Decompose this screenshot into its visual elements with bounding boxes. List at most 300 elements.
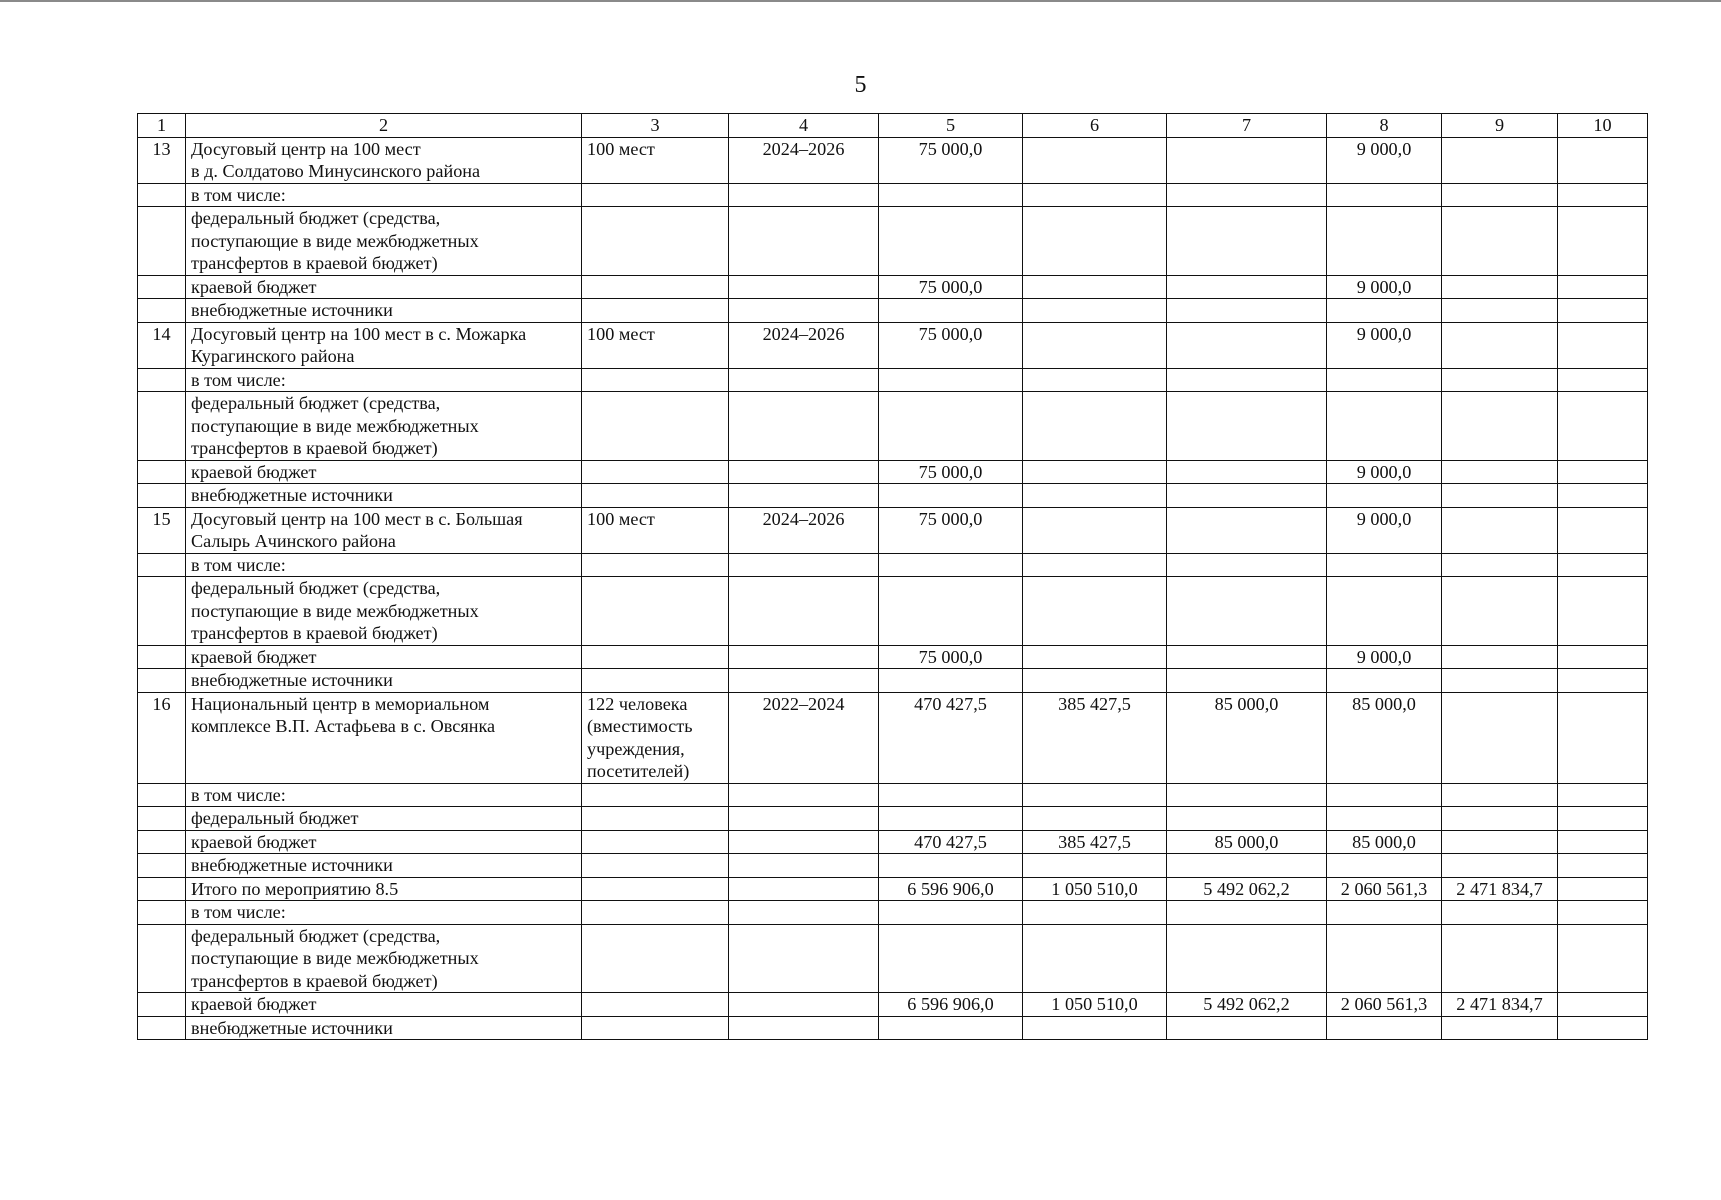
- amount-col-7: [1167, 484, 1327, 508]
- item-name-line: комплексе В.П. Астафьева в с. Овсянка: [191, 716, 496, 736]
- amount-col-7: [1167, 669, 1327, 693]
- item-name-line: внебюджетные источники: [191, 300, 393, 320]
- period: [729, 807, 879, 831]
- capacity: [582, 830, 729, 854]
- amount-col-8: [1327, 207, 1442, 276]
- row-number: [138, 207, 186, 276]
- amount-col-8: [1327, 901, 1442, 925]
- amount-col-8: [1327, 1016, 1442, 1040]
- amount-col-10: [1558, 392, 1648, 461]
- period: [729, 275, 879, 299]
- item-name: [186, 460, 582, 484]
- amount-col-8: [1327, 392, 1442, 461]
- capacity-line: 122 человека: [587, 693, 688, 714]
- amount-col-6: [1023, 669, 1167, 693]
- amount-col-6: [1023, 507, 1167, 553]
- period: [729, 877, 879, 901]
- table-row: [138, 901, 1648, 925]
- amount-col-9: [1442, 645, 1558, 669]
- amount-col-10: [1558, 877, 1648, 901]
- capacity: [582, 275, 729, 299]
- row-number: [138, 783, 186, 807]
- amount-col-7: 85 000,0: [1167, 830, 1327, 854]
- amount-col-8: [1327, 553, 1442, 577]
- amount-col-9: [1442, 207, 1558, 276]
- capacity: [582, 901, 729, 925]
- amount-col-9: [1442, 137, 1558, 183]
- amount-col-5: 75 000,0: [879, 507, 1023, 553]
- amount-col-6: [1023, 183, 1167, 207]
- item-name-line: Национальный центр в мемориальном: [191, 693, 490, 714]
- amount-col-9: [1442, 553, 1558, 577]
- capacity: [582, 577, 729, 646]
- item-name: [186, 993, 582, 1017]
- amount-col-5: [879, 553, 1023, 577]
- amount-col-10: [1558, 322, 1648, 368]
- amount-col-6: [1023, 322, 1167, 368]
- item-name-line: трансфертов в краевой бюджет): [191, 623, 438, 643]
- amount-col-10: [1558, 669, 1648, 693]
- period: [729, 553, 879, 577]
- amount-col-10: [1558, 507, 1648, 553]
- amount-col-9: [1442, 460, 1558, 484]
- capacity: [582, 484, 729, 508]
- period: [729, 183, 879, 207]
- amount-col-8: [1327, 669, 1442, 693]
- amount-col-10: [1558, 901, 1648, 925]
- amount-col-6: [1023, 460, 1167, 484]
- amount-col-5: [879, 183, 1023, 207]
- table-body: [138, 137, 1648, 1040]
- amount-col-7: [1167, 275, 1327, 299]
- amount-col-10: [1558, 553, 1648, 577]
- capacity: [582, 368, 729, 392]
- amount-col-5: 75 000,0: [879, 137, 1023, 183]
- amount-col-5: [879, 669, 1023, 693]
- amount-col-10: [1558, 830, 1648, 854]
- table-row: [138, 669, 1648, 693]
- amount-col-9: [1442, 783, 1558, 807]
- amount-col-8: [1327, 299, 1442, 323]
- column-header: 2: [186, 114, 582, 138]
- amount-col-8: [1327, 783, 1442, 807]
- amount-col-9: [1442, 577, 1558, 646]
- amount-col-6: [1023, 924, 1167, 993]
- amount-col-6: [1023, 645, 1167, 669]
- amount-col-8: [1327, 368, 1442, 392]
- amount-col-9: [1442, 1016, 1558, 1040]
- amount-col-5: [879, 207, 1023, 276]
- item-name-line: поступающие в виде межбюджетных: [191, 230, 479, 251]
- amount-col-10: [1558, 275, 1648, 299]
- table-row: [138, 392, 1648, 461]
- capacity-line: посетителей): [587, 761, 690, 781]
- item-name-line: федеральный бюджет (средства,: [191, 925, 441, 946]
- amount-col-6: [1023, 807, 1167, 831]
- amount-col-8: [1327, 807, 1442, 831]
- period: 2024–2026: [729, 322, 879, 368]
- item-name: [186, 645, 582, 669]
- row-number: [138, 807, 186, 831]
- capacity: [582, 993, 729, 1017]
- item-name-line: внебюджетные источники: [191, 855, 393, 875]
- table-row: [138, 484, 1648, 508]
- capacity: [582, 299, 729, 323]
- row-number: [138, 299, 186, 323]
- amount-col-6: 1 050 510,0: [1023, 993, 1167, 1017]
- amount-col-8: 2 060 561,3: [1327, 877, 1442, 901]
- item-name-line: федеральный бюджет: [191, 808, 359, 828]
- amount-col-6: [1023, 577, 1167, 646]
- amount-col-6: 385 427,5: [1023, 692, 1167, 783]
- amount-col-5: [879, 807, 1023, 831]
- period: [729, 484, 879, 508]
- capacity: [582, 692, 729, 783]
- capacity: [582, 669, 729, 693]
- amount-col-6: [1023, 484, 1167, 508]
- period: [729, 368, 879, 392]
- row-number: 14: [138, 322, 186, 368]
- item-name: [186, 275, 582, 299]
- row-number: [138, 392, 186, 461]
- item-name-line: краевой бюджет: [191, 276, 317, 297]
- amount-col-5: 75 000,0: [879, 322, 1023, 368]
- row-number: [138, 275, 186, 299]
- amount-col-7: 85 000,0: [1167, 692, 1327, 783]
- amount-col-10: [1558, 807, 1648, 831]
- amount-col-7: [1167, 645, 1327, 669]
- amount-col-10: [1558, 577, 1648, 646]
- item-name-line: Досуговый центр на 100 мест: [191, 138, 421, 159]
- row-number: 16: [138, 692, 186, 783]
- row-number: [138, 669, 186, 693]
- period: [729, 645, 879, 669]
- capacity: [582, 924, 729, 993]
- item-name: [186, 207, 582, 276]
- amount-col-9: [1442, 830, 1558, 854]
- column-header: 8: [1327, 114, 1442, 138]
- capacity: [582, 507, 729, 553]
- capacity: [582, 854, 729, 878]
- item-name: [186, 322, 582, 368]
- table-row: [138, 854, 1648, 878]
- amount-col-10: [1558, 924, 1648, 993]
- amount-col-7: [1167, 577, 1327, 646]
- amount-col-6: [1023, 275, 1167, 299]
- period: [729, 854, 879, 878]
- item-name: [186, 577, 582, 646]
- amount-col-7: 5 492 062,2: [1167, 877, 1327, 901]
- row-number: [138, 830, 186, 854]
- row-number: [138, 577, 186, 646]
- amount-col-6: [1023, 783, 1167, 807]
- column-header: 3: [582, 114, 729, 138]
- item-name: [186, 854, 582, 878]
- item-name: [186, 692, 582, 783]
- capacity: [582, 322, 729, 368]
- item-name: [186, 553, 582, 577]
- amount-col-5: [879, 484, 1023, 508]
- row-number: [138, 854, 186, 878]
- column-header: 9: [1442, 114, 1558, 138]
- amount-col-5: [879, 299, 1023, 323]
- table-row: [138, 368, 1648, 392]
- table-row: [138, 183, 1648, 207]
- amount-col-5: 470 427,5: [879, 830, 1023, 854]
- item-name-line: поступающие в виде межбюджетных: [191, 415, 479, 436]
- item-name: [186, 484, 582, 508]
- amount-col-7: [1167, 322, 1327, 368]
- row-number: [138, 368, 186, 392]
- item-name: [186, 877, 582, 901]
- period: [729, 669, 879, 693]
- amount-col-8: 9 000,0: [1327, 137, 1442, 183]
- amount-col-10: [1558, 460, 1648, 484]
- column-header: 10: [1558, 114, 1648, 138]
- amount-col-5: [879, 368, 1023, 392]
- amount-col-6: [1023, 207, 1167, 276]
- amount-col-6: [1023, 901, 1167, 925]
- amount-col-8: [1327, 924, 1442, 993]
- amount-col-9: [1442, 392, 1558, 461]
- capacity-line: 100 мест: [587, 508, 655, 529]
- amount-col-6: [1023, 299, 1167, 323]
- table-row: [138, 137, 1648, 183]
- amount-col-10: [1558, 854, 1648, 878]
- budget-table: [137, 113, 1648, 1040]
- amount-col-7: [1167, 807, 1327, 831]
- amount-col-10: [1558, 137, 1648, 183]
- capacity: [582, 877, 729, 901]
- period: 2024–2026: [729, 507, 879, 553]
- scan-edge: [0, 0, 1721, 2]
- item-name-line: краевой бюджет: [191, 646, 317, 667]
- item-name: [186, 669, 582, 693]
- amount-col-7: [1167, 460, 1327, 484]
- item-name: [186, 368, 582, 392]
- amount-col-9: 2 471 834,7: [1442, 993, 1558, 1017]
- amount-col-8: 85 000,0: [1327, 692, 1442, 783]
- item-name-line: поступающие в виде межбюджетных: [191, 948, 479, 968]
- item-name-line: федеральный бюджет (средства,: [191, 208, 441, 228]
- amount-col-9: [1442, 507, 1558, 553]
- table-row: [138, 692, 1648, 783]
- item-name: [186, 137, 582, 183]
- item-name-line: Курагинского района: [191, 346, 355, 366]
- amount-col-9: [1442, 183, 1558, 207]
- amount-col-6: [1023, 854, 1167, 878]
- amount-col-6: [1023, 392, 1167, 461]
- amount-col-8: 2 060 561,3: [1327, 993, 1442, 1017]
- table-row: [138, 553, 1648, 577]
- amount-col-9: [1442, 901, 1558, 925]
- table-row: [138, 993, 1648, 1017]
- amount-col-5: [879, 1016, 1023, 1040]
- amount-col-5: 6 596 906,0: [879, 993, 1023, 1017]
- amount-col-5: 75 000,0: [879, 275, 1023, 299]
- row-number: [138, 484, 186, 508]
- table-row: [138, 207, 1648, 276]
- item-name: [186, 1016, 582, 1040]
- item-name: [186, 830, 582, 854]
- capacity: [582, 1016, 729, 1040]
- amount-col-7: [1167, 392, 1327, 461]
- period: [729, 783, 879, 807]
- amount-col-6: [1023, 368, 1167, 392]
- item-name-line: Итого по мероприятию 8.5: [191, 878, 399, 899]
- amount-col-5: 75 000,0: [879, 645, 1023, 669]
- period: [729, 830, 879, 854]
- period: [729, 901, 879, 925]
- row-number: 15: [138, 507, 186, 553]
- item-name-line: краевой бюджет: [191, 461, 317, 482]
- capacity: [582, 645, 729, 669]
- amount-col-5: [879, 901, 1023, 925]
- capacity: [582, 392, 729, 461]
- amount-col-10: [1558, 1016, 1648, 1040]
- item-name: [186, 507, 582, 553]
- row-number: [138, 901, 186, 925]
- row-number: [138, 645, 186, 669]
- item-name: [186, 783, 582, 807]
- row-number: [138, 993, 186, 1017]
- table-row: [138, 507, 1648, 553]
- capacity: [582, 207, 729, 276]
- item-name-line: в том числе:: [191, 784, 286, 805]
- item-name-line: внебюджетные источники: [191, 485, 393, 505]
- capacity: [582, 460, 729, 484]
- table-row: [138, 299, 1648, 323]
- amount-col-9: [1442, 924, 1558, 993]
- amount-col-8: 9 000,0: [1327, 460, 1442, 484]
- amount-col-10: [1558, 299, 1648, 323]
- table-row: [138, 645, 1648, 669]
- capacity-line: 100 мест: [587, 138, 655, 159]
- amount-col-10: [1558, 207, 1648, 276]
- amount-col-9: [1442, 299, 1558, 323]
- capacity-line: учреждения,: [587, 738, 685, 759]
- amount-col-5: 6 596 906,0: [879, 877, 1023, 901]
- amount-col-6: 1 050 510,0: [1023, 877, 1167, 901]
- column-header: 5: [879, 114, 1023, 138]
- amount-col-8: [1327, 577, 1442, 646]
- item-name: [186, 183, 582, 207]
- amount-col-10: [1558, 692, 1648, 783]
- amount-col-7: 5 492 062,2: [1167, 993, 1327, 1017]
- amount-col-7: [1167, 553, 1327, 577]
- amount-col-7: [1167, 783, 1327, 807]
- capacity: [582, 553, 729, 577]
- table-row: [138, 322, 1648, 368]
- amount-col-8: 9 000,0: [1327, 322, 1442, 368]
- row-number: [138, 877, 186, 901]
- amount-col-10: [1558, 993, 1648, 1017]
- table-row: [138, 924, 1648, 993]
- item-name-line: Досуговый центр на 100 мест в с. Большая: [191, 508, 523, 529]
- amount-col-5: [879, 392, 1023, 461]
- capacity: [582, 807, 729, 831]
- table-row: [138, 877, 1648, 901]
- period: 2022–2024: [729, 692, 879, 783]
- column-header: 6: [1023, 114, 1167, 138]
- item-name-line: Салырь Ачинского района: [191, 531, 396, 551]
- period: 2024–2026: [729, 137, 879, 183]
- amount-col-10: [1558, 368, 1648, 392]
- column-header: 4: [729, 114, 879, 138]
- row-number: [138, 1016, 186, 1040]
- item-name: [186, 807, 582, 831]
- amount-col-8: [1327, 484, 1442, 508]
- table-row: [138, 577, 1648, 646]
- period: [729, 207, 879, 276]
- item-name: [186, 392, 582, 461]
- item-name-line: в том числе:: [191, 184, 286, 205]
- item-name-line: трансфертов в краевой бюджет): [191, 438, 438, 458]
- amount-col-7: [1167, 183, 1327, 207]
- item-name-line: в том числе:: [191, 554, 286, 575]
- capacity: [582, 183, 729, 207]
- item-name-line: трансфертов в краевой бюджет): [191, 253, 438, 273]
- amount-col-10: [1558, 783, 1648, 807]
- amount-col-5: 75 000,0: [879, 460, 1023, 484]
- capacity-line: (вместимость: [587, 716, 693, 736]
- amount-col-8: [1327, 854, 1442, 878]
- amount-col-5: [879, 924, 1023, 993]
- amount-col-7: [1167, 1016, 1327, 1040]
- table-row: [138, 275, 1648, 299]
- amount-col-7: [1167, 901, 1327, 925]
- amount-col-7: [1167, 299, 1327, 323]
- amount-col-9: [1442, 669, 1558, 693]
- row-number: 13: [138, 137, 186, 183]
- capacity: [582, 137, 729, 183]
- row-number: [138, 183, 186, 207]
- amount-col-9: [1442, 275, 1558, 299]
- row-number: [138, 553, 186, 577]
- table-row: [138, 1016, 1648, 1040]
- amount-col-8: [1327, 183, 1442, 207]
- table-row: [138, 830, 1648, 854]
- item-name-line: федеральный бюджет (средства,: [191, 578, 441, 598]
- item-name-line: внебюджетные источники: [191, 670, 393, 690]
- amount-col-8: 9 000,0: [1327, 275, 1442, 299]
- amount-col-6: 385 427,5: [1023, 830, 1167, 854]
- amount-col-9: [1442, 854, 1558, 878]
- amount-col-10: [1558, 183, 1648, 207]
- amount-col-5: [879, 783, 1023, 807]
- amount-col-6: [1023, 553, 1167, 577]
- period: [729, 577, 879, 646]
- period: [729, 460, 879, 484]
- item-name-line: Досуговый центр на 100 мест в с. Можарка: [191, 323, 527, 344]
- amount-col-7: [1167, 368, 1327, 392]
- item-name: [186, 924, 582, 993]
- item-name-line: краевой бюджет: [191, 994, 317, 1014]
- period: [729, 1016, 879, 1040]
- amount-col-7: [1167, 207, 1327, 276]
- page-number: 5: [854, 72, 867, 98]
- item-name-line: в том числе:: [191, 369, 286, 390]
- item-name-line: внебюджетные источники: [191, 1017, 393, 1038]
- item-name-line: в д. Солдатово Минусинского района: [191, 161, 481, 181]
- capacity: [582, 783, 729, 807]
- item-name-line: в том числе:: [191, 902, 286, 922]
- column-number-row: [138, 114, 1648, 138]
- amount-col-8: 9 000,0: [1327, 507, 1442, 553]
- table-row: [138, 783, 1648, 807]
- column-header: 7: [1167, 114, 1327, 138]
- period: [729, 993, 879, 1017]
